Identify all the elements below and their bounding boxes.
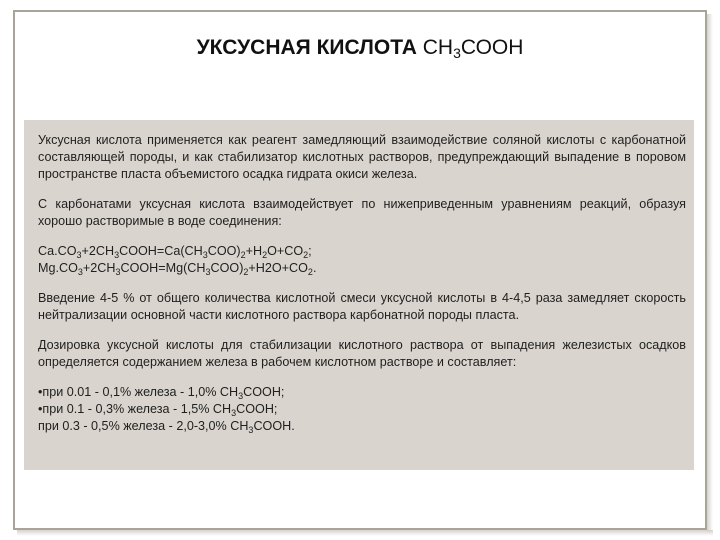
frame-right-border [705,10,707,530]
dosage-item: •при 0.01 - 0,1% железа - 1,0% $CH_3COOH$; [38,385,285,401]
title-formula-pre: СН [422,36,454,59]
title-bold-text: УКСУСНАЯ КИСЛОТА [196,36,417,59]
frame-bottom-border [13,528,707,530]
dosage-item: при 0.3 - 0,5% железа - 2,0-3,0% $CH_3COOH$. [38,419,295,435]
frame-shadow-bottom [17,530,713,536]
title-formula [423,36,524,59]
paragraph-introduction: Введение 4-5 % от общего количества кислотной смеси уксусной кислоты в 4-4,5 раза замедляет скорость нейтрализации основной части кислотного раствора карбонатной породы пласта. [38,291,686,322]
equation-calcium: $Ca.CO_3+2CH_3COOH=Ca(CH_3COO)_2+H_2O+CO_2$; [38,244,312,260]
equation-magnesium: $Mg.CO_3+2CH_3COOH=Mg(CH_3COO)_2+H2O+CO_2$. [38,261,317,277]
slide-title [0,36,720,61]
paragraph-carbonates: С карбонатами уксусная кислота взаимодействует по нижеприведенным уравнениям реакций, образуя хорошо растворимые в воде соединения: [38,197,686,228]
title-formula-sub: 3 [453,45,461,61]
dosage-list [38,384,686,435]
equations-block [38,243,686,277]
paragraph-dosage: Дозировка уксусной кислоты для стабилизации кислотного раствора от выпадения железистых осадков определяется содержанием железа в рабочем кислотном растворе и составляет: [38,338,686,369]
title-formula-post: СООН [460,36,524,59]
content-body [38,132,686,435]
frame-shadow-right [707,14,713,532]
frame-left-border [13,10,15,530]
frame-top-border [13,10,707,12]
dosage-item: •при 0.1 - 0,3% железа - 1,5% $CH_3COOH$; [38,402,278,418]
paragraph-usage: Уксусная кислота применяется как реагент замедляющий взаимодействие соляной кислоты с карбонатной составляющей породы, и как стабилизатор кислотных растворов, предупреждающий выпадение в поровом пространстве пласта объемистого осадка гидрата окиси железа. [38,133,686,181]
